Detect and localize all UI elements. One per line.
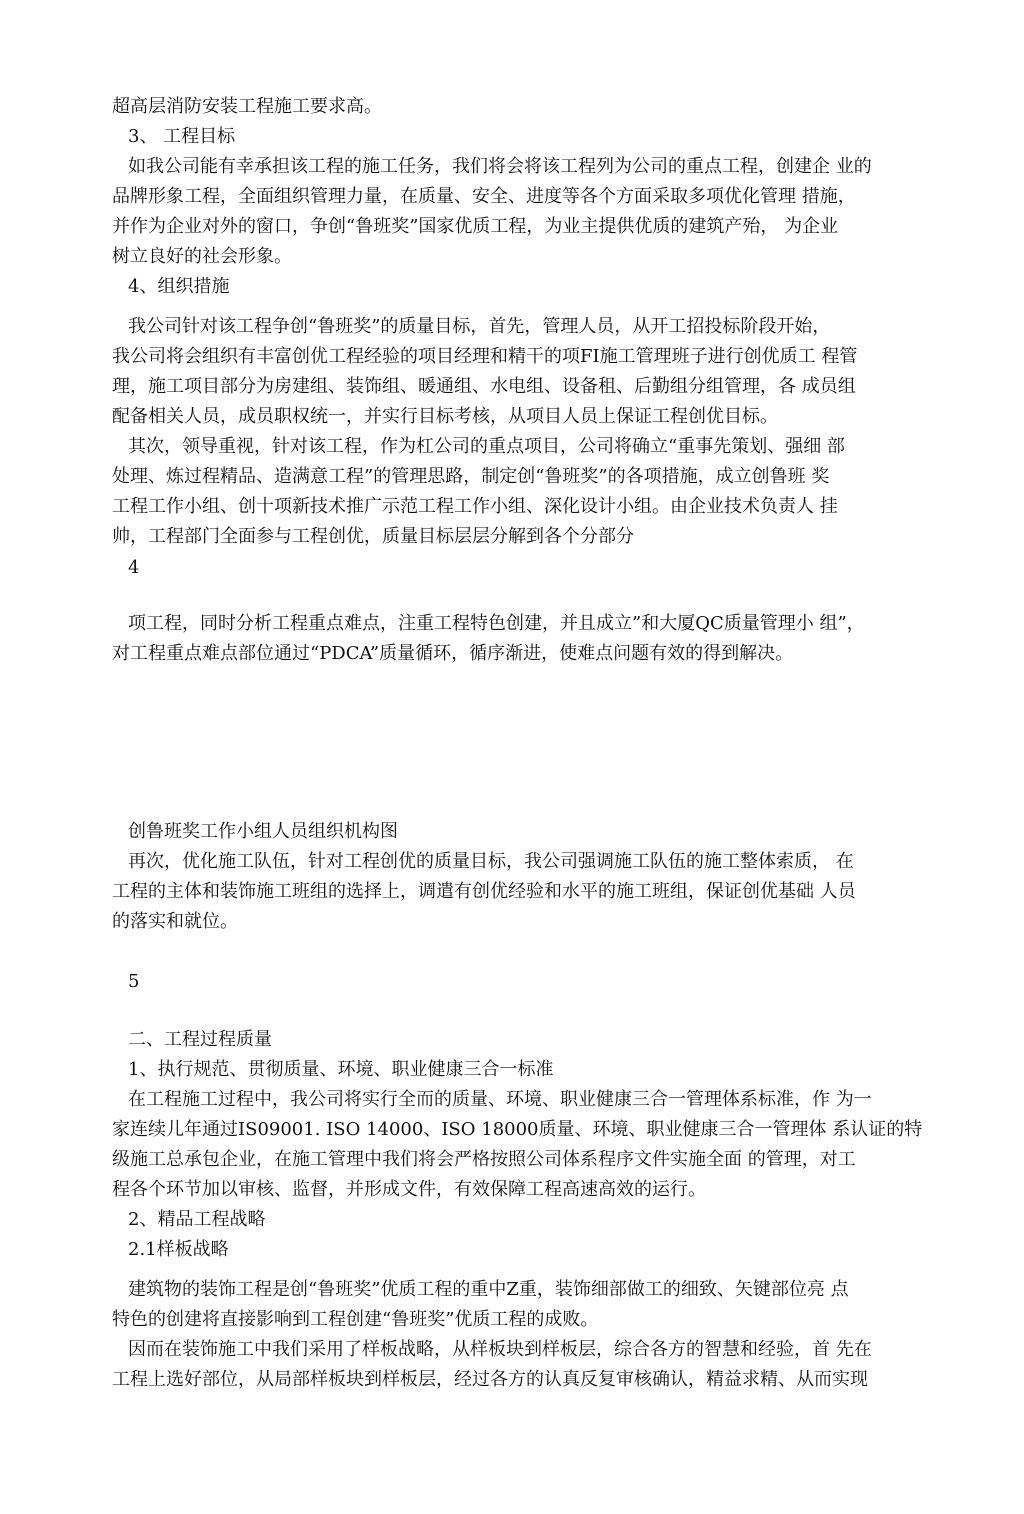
- text-line: 品牌形象工程，全面组织管理力量，在质量、安全、进度等各个方面采取多项优化管理 措施，: [112, 186, 856, 207]
- text-line: 帅，工程部门全面参与工程创优，质量目标层层分解到各个分部分: [112, 526, 634, 547]
- text-line: 的落实和就位。: [112, 911, 238, 932]
- text-line: 树立良好的社会形象。: [112, 246, 292, 267]
- page-number: 5: [128, 971, 140, 992]
- text-line: 处理、炼过程精品、造满意工程”的管理思路，制定创“鲁班奖”的各项措施，成立创鲁班 奖: [112, 466, 830, 487]
- text-line: 级施工总承包企业，在施工管理中我们将会严格按照公司体系程序文件实施全面 的管理，对工: [112, 1149, 856, 1170]
- text-line: 我公司将会组织有丰富创优工程经验的项目经理和精干的项FI施工管理班子进行创优质工 程管: [112, 346, 858, 367]
- text-line: 项工程，同时分析工程重点难点，注重工程特色创建，并且成立”和大厦QC质量管理小 组”，: [128, 613, 865, 634]
- text-line: 再次，优化施工队伍，针对工程创优的质量目标，我公司强调施工队伍的施工整体索质， 在: [128, 851, 854, 872]
- figure-caption: 创鲁班奖工作小组人员组织机构图: [128, 821, 398, 842]
- section-heading: 二、工程过程质量: [128, 1029, 272, 1050]
- section-heading: 2、精品工程战略: [128, 1209, 266, 1230]
- text-line: 对工程重点难点部位通过“PDCA”质量循环，循序渐进，使难点问题有效的得到解决。: [112, 643, 794, 664]
- text-line: 配备相关人员，成员职权统一，并实行目标考核，从项目人员上保证工程创优目标。: [112, 406, 778, 427]
- section-heading: 4、组织措施: [128, 276, 230, 297]
- text-line: 家连续儿年通过IS09001. ISO 14000、ISO 18000质量、环境、职业健康三合一管理体 系认证的特: [112, 1119, 923, 1140]
- text-line: 超高层消防安装工程施工要求高。: [112, 96, 382, 117]
- text-line: 特色的创建将直接影响到工程创建“鲁班奖”优质工程的成败。: [112, 1309, 599, 1330]
- text-line: 因而在装饰施工中我们采用了样板战略，从样板块到样板层，综合各方的智慧和经验，首 先在: [128, 1339, 872, 1360]
- text-line: 工程工作小组、创十项新技术推广示范工程工作小组、深化设计小组。由企业技术负责人 挂: [112, 496, 838, 517]
- text-line: 并作为企业对外的窗口，争创“鲁班奖”国家优质工程，为业主提供优质的建筑产殆， 为企业: [112, 216, 839, 237]
- page-number: 4: [128, 557, 140, 578]
- text-line: 程各个环节加以审核、监督，并形成文件，有效保障工程高速高效的运行。: [112, 1179, 706, 1200]
- section-heading: 2.1样板战略: [128, 1239, 229, 1260]
- text-line: 在工程施工过程中，我公司将实行全而的质量、环境、职业健康三合一管理体系标准，作 为一: [128, 1089, 872, 1110]
- text-line: 建筑物的装饰工程是创“鲁班奖”优质工程的重中Z重，装饰细部做工的细致、矢键部位亮 点: [128, 1279, 849, 1300]
- text-line: 工程的主体和装饰施工班组的选择上，调遣有创优经验和水平的施工班组，保证创优基础 人员: [112, 881, 856, 902]
- text-line: 理，施工项目部分为房建组、装饰组、暖通组、水电组、设备租、后勤组分组管理，各 成员组: [112, 376, 856, 397]
- text-line: 工程上选好部位，从局部样板块到样板层，经过各方的认真反复审核确认，精益求精、从而实现: [112, 1369, 868, 1390]
- section-heading: 1、执行规范、贯彻质量、环境、职业健康三合一标准: [128, 1059, 554, 1080]
- text-line: 如我公司能有幸承担该工程的施工任务，我们将会将该工程列为公司的重点工程，创建企 业的: [128, 156, 872, 177]
- text-line: 我公司针对该工程争创“鲁班奖”的质量目标，首先，管理人员，从开工招投标阶段开始，: [128, 316, 831, 337]
- section-heading: 3、 工程目标: [128, 126, 236, 147]
- text-line: 其次，领导重视，针对该工程，作为杠公司的重点项目，公司将确立“重事先策划、强细 部: [128, 436, 845, 457]
